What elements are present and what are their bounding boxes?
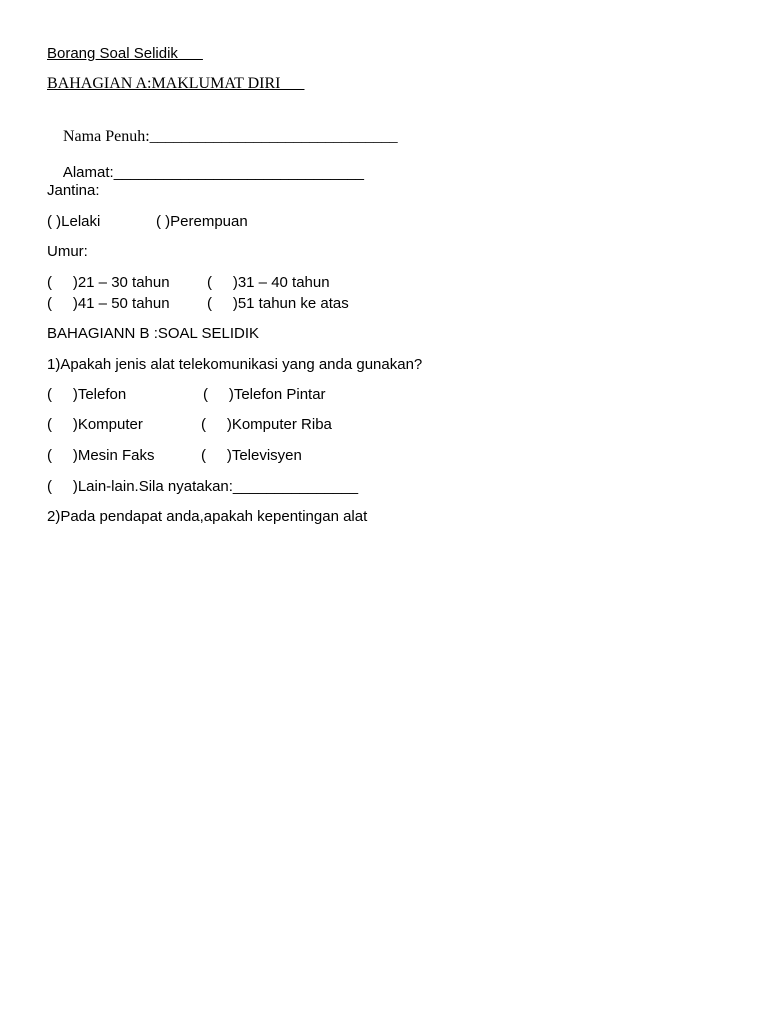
nama-penuh-blank-tail: ___	[373, 128, 398, 145]
umur-label: Umur:	[47, 243, 88, 260]
section-b-heading: BAHAGIANN B :SOAL SELIDIK	[47, 325, 260, 342]
alamat-blank[interactable]: ______________________________	[113, 164, 364, 181]
jantina-option-lelaki[interactable]: ( )Lelaki	[47, 213, 101, 230]
jantina-label: Jantina:	[47, 182, 100, 199]
q1-option-komputer[interactable]: ( )Komputer	[47, 416, 143, 433]
q1-option-mesin-faks[interactable]: ( )Mesin Faks	[47, 447, 155, 464]
nama-penuh-blank[interactable]: ____________________________	[149, 128, 374, 145]
umur-option-21-30[interactable]: ( )21 – 30 tahun	[47, 274, 170, 291]
q1-option-lain-lain[interactable]: ( )Lain-lain.Sila nyatakan:_______________	[47, 478, 359, 495]
question-2: 2)Pada pendapat anda,apakah kepentingan alat	[47, 508, 368, 525]
form-title: Borang Soal Selidik	[47, 45, 203, 62]
q1-option-telefon[interactable]: ( )Telefon	[47, 386, 127, 403]
umur-option-31-40[interactable]: ( )31 – 40 tahun	[207, 274, 330, 291]
alamat-label: Alamat:	[62, 164, 114, 181]
q1-option-televisyen[interactable]: ( )Televisyen	[201, 447, 302, 464]
nama-penuh-label: Nama Penuh:	[63, 128, 150, 145]
q1-option-telefon-pintar[interactable]: ( )Telefon Pintar	[203, 386, 326, 403]
umur-option-51-above[interactable]: ( )51 tahun ke atas	[207, 295, 349, 312]
question-1: 1)Apakah jenis alat telekomunikasi yang anda gunakan?	[47, 356, 423, 373]
umur-option-41-50[interactable]: ( )41 – 50 tahun	[47, 295, 170, 312]
section-a-heading: BAHAGIAN A:MAKLUMAT DIRI	[47, 75, 305, 92]
jantina-option-perempuan[interactable]: ( )Perempuan	[156, 213, 248, 230]
q1-option-komputer-riba[interactable]: ( )Komputer Riba	[201, 416, 332, 433]
